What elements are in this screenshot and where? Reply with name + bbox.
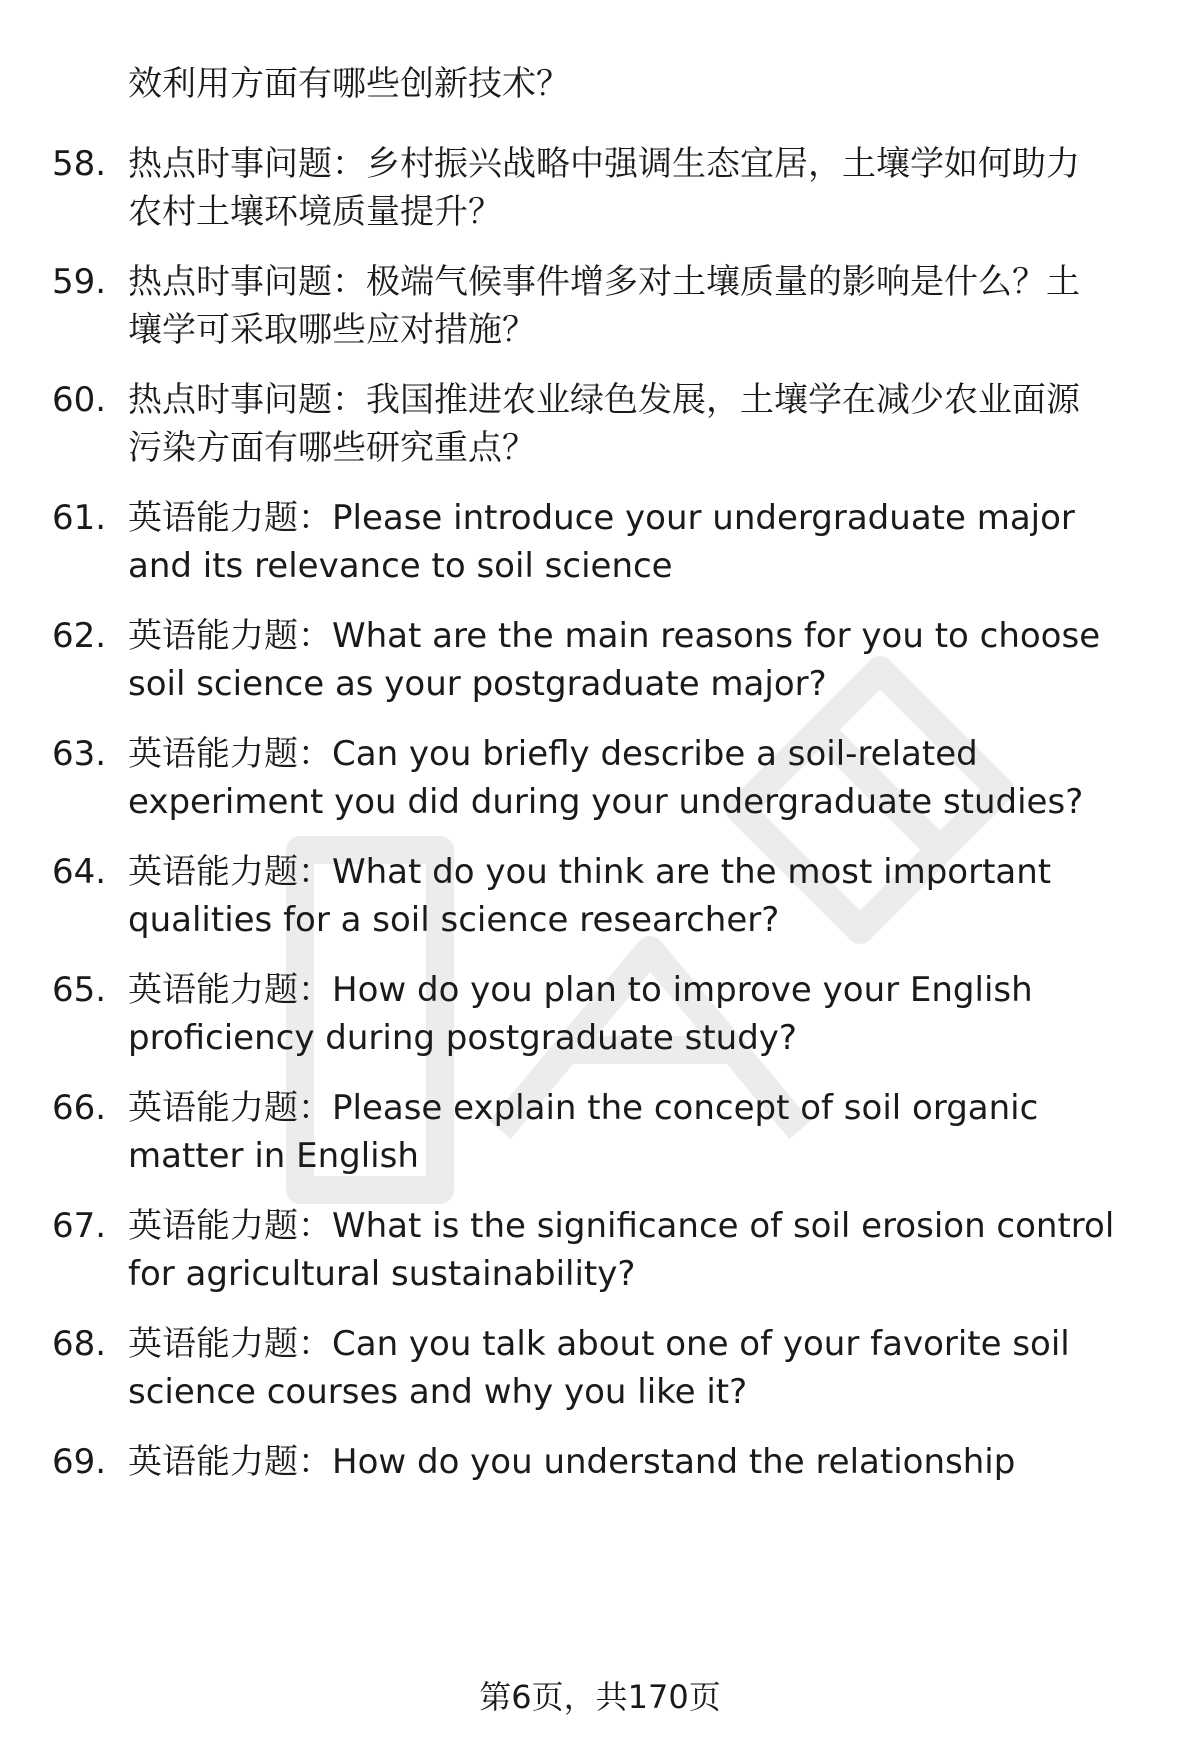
question-number: 62. [52, 616, 107, 656]
question-text: and its relevance to soil science [128, 546, 673, 586]
question-text: 壤学可采取哪些应对措施？ [128, 310, 536, 350]
list-item [0, 612, 1200, 712]
list-item [0, 966, 1200, 1066]
continuation-text: 效利用方面有哪些创新技术？ [128, 64, 570, 104]
question-text: 英语能力题：How do you understand the relationship [128, 1442, 1016, 1482]
question-text: soil science as your postgraduate major? [128, 664, 827, 704]
question-text: matter in English [128, 1136, 419, 1176]
question-text: 英语能力题：What are the main reasons for you to choose [128, 616, 1101, 656]
list-item [0, 730, 1200, 830]
list-item [0, 1202, 1200, 1302]
page-number-footer: 第6页，共170页 [479, 1678, 721, 1716]
question-text: 英语能力题：What do you think are the most important [128, 852, 1052, 892]
list-item [0, 494, 1200, 594]
question-number: 64. [52, 852, 107, 892]
question-number: 69. [52, 1442, 107, 1482]
question-number: 66. [52, 1088, 107, 1128]
question-number: 58. [52, 144, 107, 184]
question-text: 热点时事问题：极端气候事件增多对土壤质量的影响是什么？土 [128, 262, 1080, 302]
list-item [0, 848, 1200, 948]
list-item [0, 140, 1200, 240]
question-text: experiment you did during your undergraduate studies? [128, 782, 1084, 822]
question-text: for agricultural sustainability? [128, 1254, 636, 1294]
question-text: 英语能力题：Can you talk about one of your favorite soil [128, 1324, 1070, 1364]
question-text: 热点时事问题：我国推进农业绿色发展，土壤学在减少农业面源 [128, 380, 1080, 420]
list-item [0, 1438, 1200, 1538]
question-text: 热点时事问题：乡村振兴战略中强调生态宜居，土壤学如何助力 [128, 144, 1080, 184]
question-number: 63. [52, 734, 107, 774]
question-text: 英语能力题：How do you plan to improve your English [128, 970, 1033, 1010]
question-text: qualities for a soil science researcher? [128, 900, 780, 940]
question-number: 60. [52, 380, 107, 420]
question-number: 65. [52, 970, 107, 1010]
question-text: 英语能力题：Can you briefly describe a soil-related [128, 734, 978, 774]
question-number: 59. [52, 262, 107, 302]
question-text: 英语能力题：Please explain the concept of soil organic [128, 1088, 1039, 1128]
question-text: 污染方面有哪些研究重点？ [128, 428, 536, 468]
question-number: 68. [52, 1324, 107, 1364]
question-text: 英语能力题：What is the significance of soil erosion control [128, 1206, 1115, 1246]
list-item [0, 1320, 1200, 1420]
question-number: 61. [52, 498, 107, 538]
list-item [0, 258, 1200, 358]
question-text: 农村土壤环境质量提升？ [128, 192, 502, 232]
list-item [0, 1084, 1200, 1184]
question-text: proficiency during postgraduate study? [128, 1018, 797, 1058]
list-item [0, 376, 1200, 476]
question-number: 67. [52, 1206, 107, 1246]
question-text: science courses and why you like it? [128, 1372, 748, 1412]
question-text: 英语能力题：Please introduce your undergraduate major [128, 498, 1075, 538]
